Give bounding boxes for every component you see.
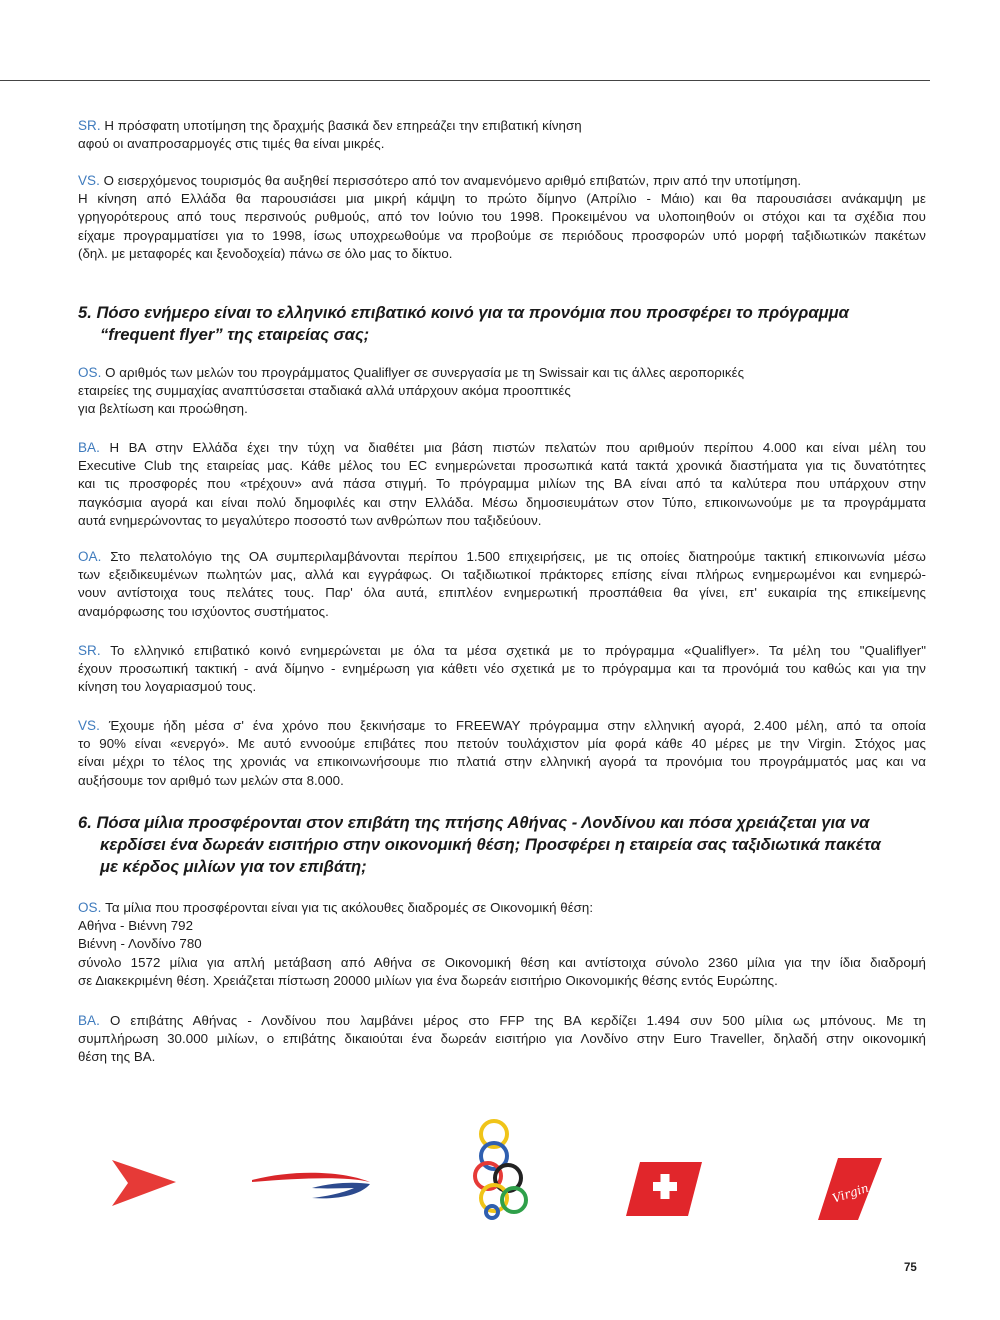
speaker-vs: VS.: [78, 173, 100, 188]
qualiflyer-rings-logo: [468, 1116, 534, 1220]
answer-os-2: OS. Τα μίλια που προσφέρονται είναι για τις ακόλουθες διαδρομές σε Οικονομική θέση: Αθήνα - Βιέννη 792 Βιέννη - Λονδίνο 780 σύνολο 1572 μίλια για απλή μετάβαση από Αθήνα σε Οικονομική θέση και αντίστοιχα σύνολο 2360 μίλια για την ίδια διαδρομή σε Διακεκριμένη θέση. Χρειάζεται πίστωση 20000 μιλίων για ένα δωρεάν εισιτήριο Οικονομικής θέσης εντός Ευρώπης.: [78, 900, 926, 988]
top-rule: [0, 80, 930, 81]
virgin-tail-logo: [818, 1158, 882, 1220]
virgin-logo-text: Virgin: [830, 1180, 871, 1206]
answer-oa-1: OA. Στο πελατολόγιο της ΟΑ συμπεριλαμβάνονται περίπου 1.500 επιχειρήσεις, με τις οποίες διατηρούμε τακτική επικοινωνία μέσω των εξειδικευμένων πωλητών μας, αλλά και εγγράφως. Οι ταξιδιωτικοί πράκτορες επίσης είναι πλήρως ενημερωμένοι και ενημερώ- νουν αντίστοιχα τους πελάτες τους. Παρ' όλα αυτά, επιπλέον ενημερωτική προσπάθεια θα γίνει, επ' ευκαιρία της επικείμενης αναμόρφωσης του ισχύοντος συστήματος.: [78, 549, 926, 619]
speaker-oa: OA.: [78, 549, 102, 564]
answer-os-1: OS. Ο αριθμός των μελών του προγράμματος Qualiflyer σε συνεργασία με τη Swissair και τις άλλες αεροπορικές εταιρείες της συμμαχίας αναπτύσσεται σταδιακά αλλά υπάρχουν ακόμα προοπτικές για βελτίωση και προώθηση.: [78, 365, 745, 417]
answer-sr-2: SR. Το ελληνικό επιβατικό κοινό ενημερώνεται με όλα τα μέσα σχετικά με το πρόγραμμα «Qualiflyer». Τα μέλη του "Qualiflyer" έχουν προσωπική τακτική - ανά δίμηνο - ενημέρωση για κάθετι νέο σχετικά με το πρόγραμμα και τα προνόμιά του καθώς και για την κίνηση του λογαριασμού τους.: [78, 643, 926, 695]
page-number: 75: [904, 1262, 917, 1274]
question-5: 5. Πόσο ενήμερο είναι το ελληνικό επιβατικό κοινό για τα προνόμια που προσφέρει το πρόγραμμα “frequent flyer” της εταιρείας σας;: [78, 303, 849, 344]
question-6: 6. Πόσα μίλια προσφέρονται στον επιβάτη της πτήσης Αθήνας - Λονδίνου και πόσα χρειάζεται για να κερδίσει ένα δωρεάν εισιτήριο στην οικονομική θέση; Προσφέρει η εταιρεία σας ταξιδιωτικά πακέτα με κέρδος μιλίων για τον επιβάτη;: [78, 813, 881, 876]
answer-vs-2: VS. Έχουμε ήδη μέσα σ' ένα χρόνο που ξεκινήσαμε το FREEWAY πρόγραμμα στην ελληνική αγορά, 2.400 μέλη, από τα οποία το 90% είναι «ενεργό». Με αυτό εννοούμε επιβάτες που πετούν τουλάχιστον μία φορά κάθε 40 μέρες με την Virgin. Στόχος μας είναι μέχρι το τέλος της χρονιάς να επικοινωνήσουμε πιο πλατιά στην ελληνική αγορά τα προνόμια του προγράμματός μας και να αυξήσουμε τον αριθμό των μελών στα 8.000.: [78, 718, 926, 788]
swissair-cross-logo: [626, 1162, 702, 1216]
speaker-sr: SR.: [78, 118, 101, 133]
british-airways-speedmarque-logo: [250, 1168, 372, 1204]
answer-vs-1: VS. Ο εισερχόμενος τουρισμός θα αυξηθεί περισσότερο από τον αναμενόμενο αριθμό επιβατών, πριν από την υποτίμηση. Η κίνηση από Ελλάδα θα παρουσιάσει μια μικρή κάμψη το πρώτο δίμηνο (Απρίλιο - Μάιο) και θα παρουσιάσει ανάκαμψη με γρηγορότερους από τους περσινούς ρυθμούς, από τον Ιούνιο του 1998. Προκειμένου να υλοποιηθούν οι στόχοι και τα σχέδια που είχαμε προγραμματίσει για το 1998, ίσως υποχρεωθούμε να προβούμε σε περιόδους προσφορών υπό μορφή ταξιδιωτικών πακέτων (δηλ. με μεταφορές και ξενοδοχεία) πάνω σε όλο μας το δίκτυο.: [78, 173, 926, 261]
speaker-ba: BA.: [78, 440, 100, 455]
answer-ba-1: BA. Η ΒΑ στην Ελλάδα έχει την τύχη να διαθέτει μια βάση πιστών πελατών που αριθμούν περίπου 4.000 και είναι μέλη του Executive Club της εταιρείας μας. Κάθε μέλος του EC ενημερώνεται προσωπικά κατά τακτά χρονικά διαστήματα για τις δυνατότητες και τις προσφορές που «τρέχουν» ανά πάσα στιγμή. Το πρόγραμμα μιλίων της ΒΑ είναι από τα καλύτερα που υπάρχουν στην παγκόσμια αγορά και είναι πολύ δημοφιλές και στην Ελλάδα. Μέσω δημοσιευμάτων στον Τύπο, επικοινωνούμε με τα προγράμματα αυτά ενημερώνοντας το μεγαλύτερο ποσοστό των ανθρώπων που ταξιδεύουν.: [78, 440, 926, 528]
speaker-sr: SR.: [78, 643, 101, 658]
speaker-os: OS.: [78, 900, 102, 915]
olympic-chevron-logo: [112, 1160, 178, 1206]
answer-sr-1: SR. Η πρόσφατη υποτίμηση της δραχμής βασικά δεν επηρεάζει την επιβατική κίνηση αφού οι αναπροσαρμογές στις τιμές θα είναι μικρές.: [78, 118, 582, 152]
answer-ba-2: BA. Ο επιβάτης Αθήνας - Λονδίνου που λαμβάνει μέρος στο FFP της ΒΑ κερδίζει 1.494 συν 500 μίλια ως μπόνους. Με τη συμπλήρωση 30.000 μιλίων, ο επιβάτης δικαιούται ένα δωρεάν εισιτήριο για Λονδίνο στην Euro Traveller, δηλαδή στην οικονομική θέση της ΒΑ.: [78, 1013, 926, 1065]
speaker-ba: BA.: [78, 1013, 100, 1028]
speaker-vs: VS.: [78, 718, 100, 733]
speaker-os: OS.: [78, 365, 102, 380]
